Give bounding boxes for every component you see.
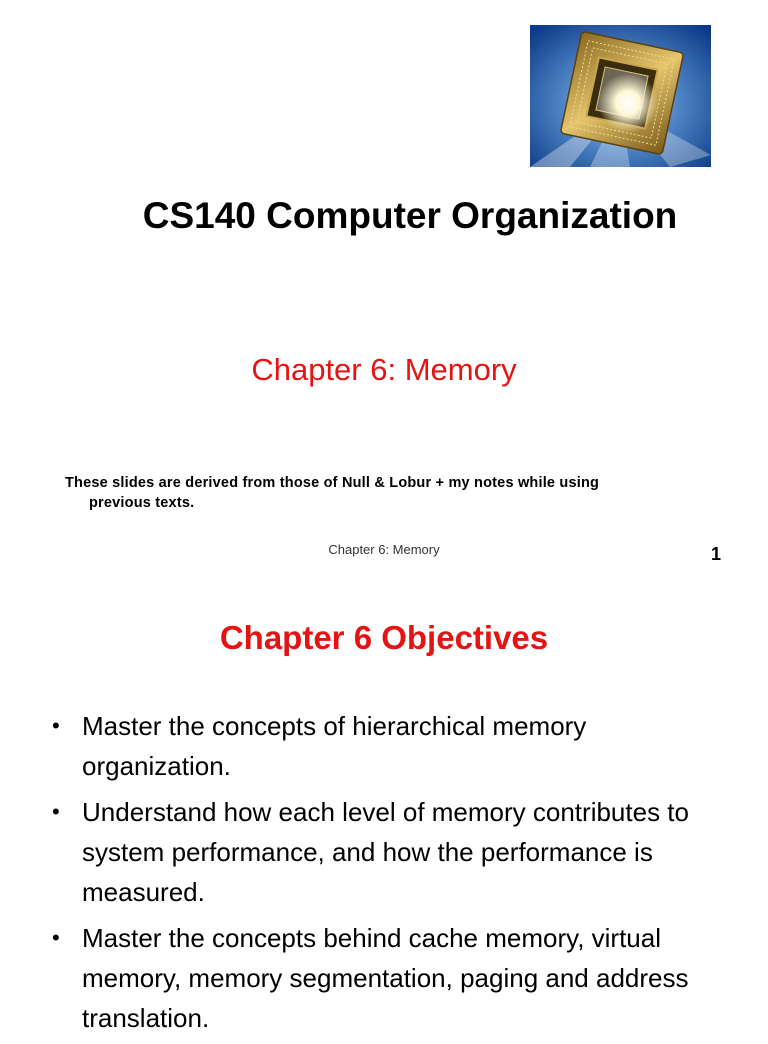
slide-2 bbox=[0, 576, 768, 1033]
attribution-note-line-2: previous texts. bbox=[89, 495, 195, 511]
list-item-text: Understand how each level of memory contributes to system performance, and how the performance is measured. bbox=[82, 797, 689, 907]
presentation-title: CS140 Computer Organization bbox=[142, 195, 678, 236]
slide-footer: Chapter 6: Memory bbox=[328, 542, 440, 557]
bullet-icon: • bbox=[52, 799, 60, 824]
bullet-icon: • bbox=[52, 925, 60, 950]
cpu-chip-image bbox=[530, 25, 711, 167]
attribution-note-line-1: These slides are derived from those of Null & Lobur + my notes while using bbox=[65, 475, 600, 491]
page-number: 1 bbox=[710, 544, 721, 564]
attribution-note bbox=[65, 473, 705, 513]
bullet-icon: • bbox=[52, 713, 60, 738]
list-item bbox=[52, 792, 702, 912]
objectives-heading: Chapter 6 Objectives bbox=[219, 619, 549, 656]
list-item-text: Master the concepts of hierarchical memory organization. bbox=[82, 711, 587, 781]
objectives-list bbox=[52, 706, 702, 1044]
list-item bbox=[52, 918, 702, 1038]
list-item-text: Master the concepts behind cache memory, virtual memory, memory segmentation, paging and address translation. bbox=[82, 923, 689, 1033]
list-item bbox=[52, 706, 702, 786]
chapter-subtitle: Chapter 6: Memory bbox=[251, 352, 517, 387]
